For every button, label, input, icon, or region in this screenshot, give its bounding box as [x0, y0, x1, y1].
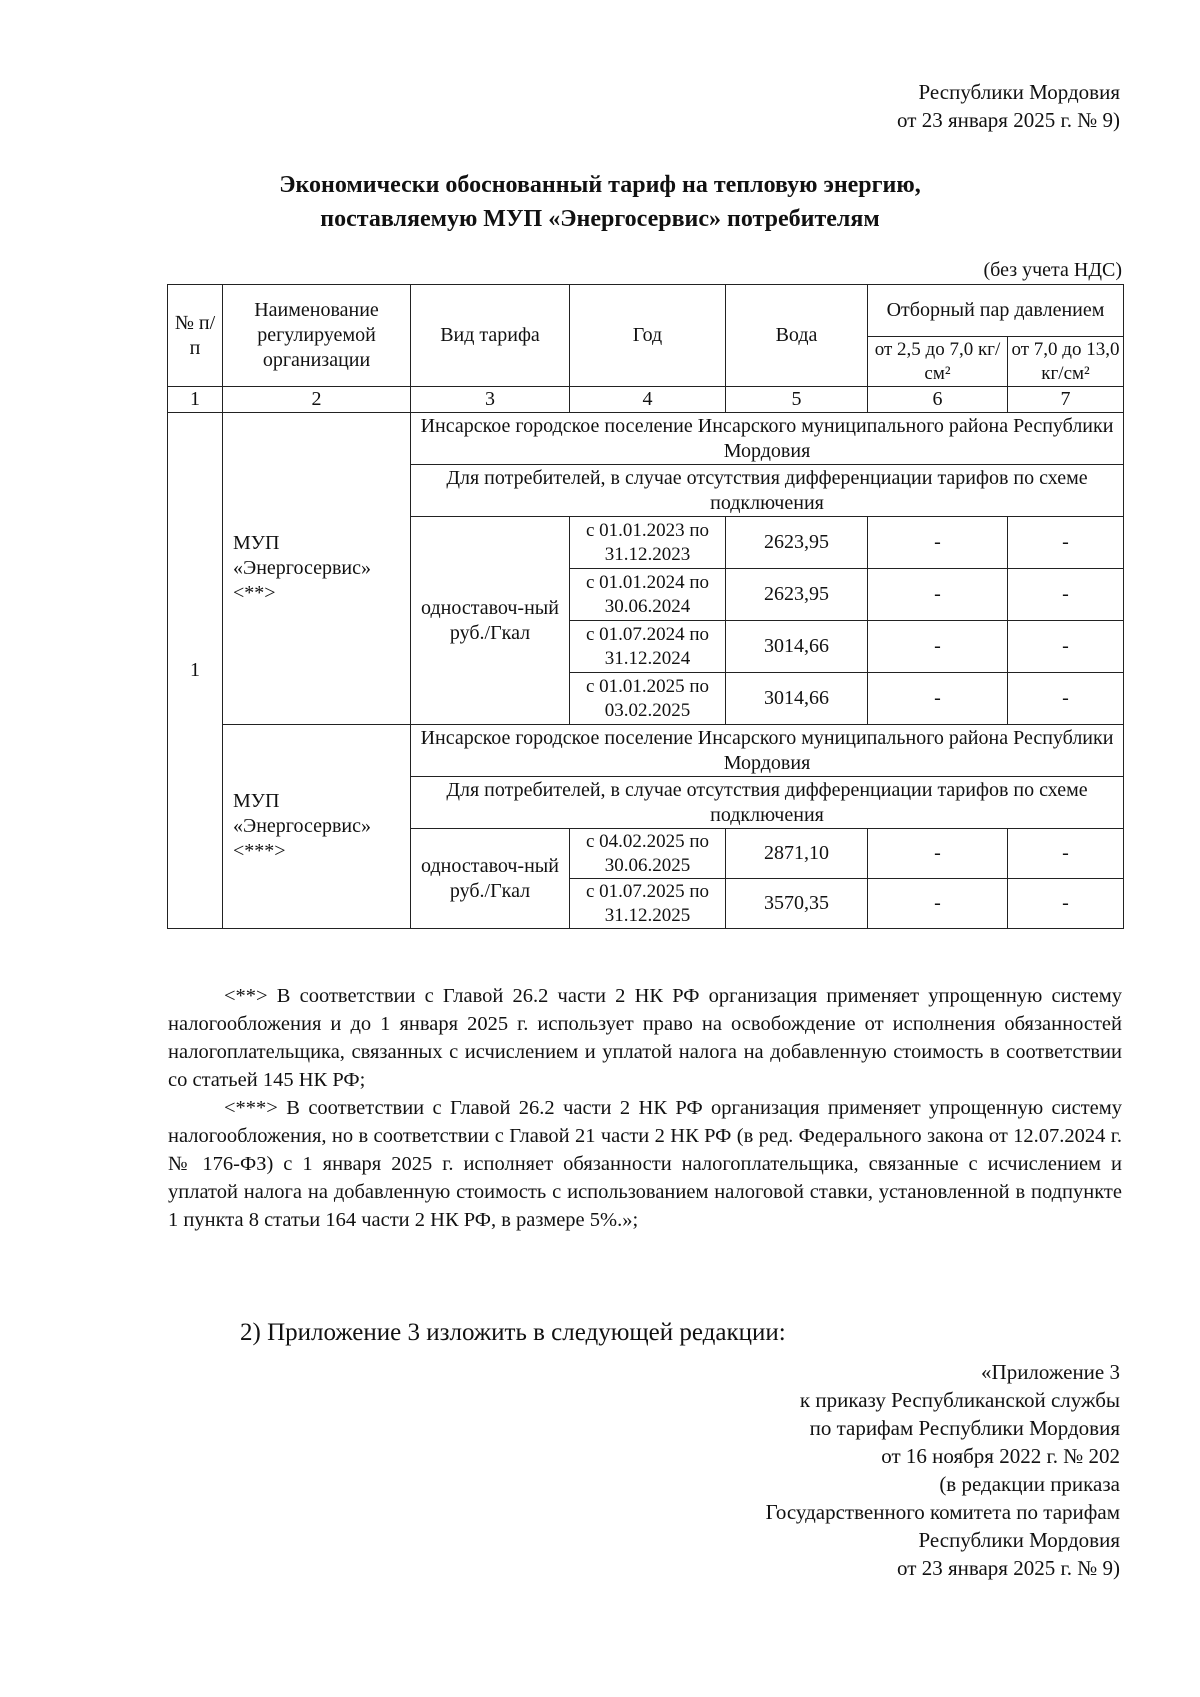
steam-high-value: - — [1008, 621, 1124, 673]
header-num: № п/п — [168, 285, 223, 387]
tariff-type: одноставоч-ный руб./Гкал — [411, 829, 570, 929]
appendix-line: от 23 января 2025 г. № 9) — [897, 1556, 1120, 1580]
steam-high-value: - — [1008, 879, 1124, 929]
water-value: 2871,10 — [726, 829, 868, 879]
appendix-line: к приказу Республиканской службы — [799, 1388, 1120, 1412]
header-line-1: Республики Мордовия — [918, 80, 1120, 104]
header-water: Вода — [726, 285, 868, 387]
header-org: Наименование регулируемой организации — [223, 285, 411, 387]
col-number: 2 — [223, 387, 411, 413]
appendix-line: Государственного комитета по тарифам — [765, 1500, 1120, 1524]
consumer-group: Для потребителей, в случае отсутствия дифференциации тарифов по схеме подключения — [411, 777, 1124, 829]
steam-high-value: - — [1008, 569, 1124, 621]
tariff-type: одноставоч-ный руб./Гкал — [411, 517, 570, 725]
steam-low-value: - — [868, 621, 1008, 673]
water-value: 3570,35 — [726, 879, 868, 929]
footnote-double-star: <**> В соответствии с Главой 26.2 части 2 НК РФ организация применяет упрощенную систему налогообложения и до 1 января 2025 г. использует право на освобождение от исполнения обязанностей налогоплательщика, связанных с исчислением и уплатой налога на добавленную стоимость в соответствии со статьей 145 НК РФ; — [168, 985, 1122, 1091]
appendix-line: по тарифам Республики Мордовия — [809, 1416, 1120, 1440]
area-name: Инсарское городское поселение Инсарского муниципального района Республики Мордовия — [411, 725, 1124, 777]
org-name: МУП «Энергосервис» <***> — [223, 725, 411, 929]
period: с 01.01.2023 по 31.12.2023 — [570, 517, 726, 569]
steam-low-value: - — [868, 517, 1008, 569]
header-line-2: от 23 января 2025 г. № 9) — [897, 108, 1120, 132]
title-line-1: Экономически обоснованный тариф на тепловую энергию, — [279, 172, 921, 198]
steam-low-value: - — [868, 879, 1008, 929]
org-name: МУП «Энергосервис» <**> — [223, 413, 411, 725]
steam-low-value: - — [868, 673, 1008, 725]
row-number: 1 — [168, 413, 223, 929]
steam-low-value: - — [868, 829, 1008, 879]
period: с 01.07.2025 по 31.12.2025 — [570, 879, 726, 929]
water-value: 3014,66 — [726, 673, 868, 725]
consumer-group: Для потребителей, в случае отсутствия дифференциации тарифов по схеме подключения — [411, 465, 1124, 517]
appendix-line: (в редакции приказа — [939, 1472, 1120, 1496]
water-value: 3014,66 — [726, 621, 868, 673]
document-title — [0, 168, 1200, 236]
col-number: 7 — [1008, 387, 1124, 413]
period: с 01.01.2024 по 30.06.2024 — [570, 569, 726, 621]
header-steam: Отборный пар давлением — [868, 285, 1124, 337]
water-value: 2623,95 — [726, 517, 868, 569]
header-reference — [897, 78, 1120, 134]
period: с 04.02.2025 по 30.06.2025 — [570, 829, 726, 879]
col-number: 1 — [168, 387, 223, 413]
col-number: 5 — [726, 387, 868, 413]
period: с 01.07.2024 по 31.12.2024 — [570, 621, 726, 673]
appendix-line: от 16 ноября 2022 г. № 202 — [881, 1444, 1120, 1468]
header-year: Год — [570, 285, 726, 387]
footnote-triple-star: <***> В соответствии с Главой 26.2 части 2 НК РФ организация применяет упрощенную систему налогообложения, но в соответствии с Главой 21 части 2 НК РФ (в ред. Федерального закона от 12.07.2024 г. № 176-ФЗ) с 1 января 2025 г. исполняет обязанности налогоплательщика, связанные с исчислением и уплатой налога на добавленную стоимость с использованием налоговой ставки, установленной в подпункте 1 пункта 8 статьи 164 части 2 НК РФ, в размере 5%.»; — [168, 1097, 1122, 1231]
title-line-2: поставляемую МУП «Энергосервис» потребителям — [320, 206, 880, 232]
header-tariff-type: Вид тарифа — [411, 285, 570, 387]
appendix-line: «Приложение 3 — [981, 1360, 1120, 1384]
header-steam-low: от 2,5 до 7,0 кг/см² — [868, 337, 1008, 387]
header-steam-high: от 7,0 до 13,0 кг/см² — [1008, 337, 1124, 387]
water-value: 2623,95 — [726, 569, 868, 621]
area-name: Инсарское городское поселение Инсарского муниципального района Республики Мордовия — [411, 413, 1124, 465]
col-number: 4 — [570, 387, 726, 413]
steam-high-value: - — [1008, 517, 1124, 569]
steam-high-value: - — [1008, 829, 1124, 879]
period: с 01.01.2025 по 03.02.2025 — [570, 673, 726, 725]
vat-note: (без учета НДС) — [983, 259, 1122, 281]
appendix-line: Республики Мордовия — [918, 1528, 1120, 1552]
steam-high-value: - — [1008, 673, 1124, 725]
footnotes — [168, 982, 1122, 1234]
col-number: 3 — [411, 387, 570, 413]
appendix-reference — [766, 1358, 1120, 1582]
steam-low-value: - — [868, 569, 1008, 621]
item-2-heading: 2) Приложение 3 изложить в следующей редакции: — [240, 1319, 786, 1346]
tariff-table — [167, 284, 1124, 929]
col-number: 6 — [868, 387, 1008, 413]
